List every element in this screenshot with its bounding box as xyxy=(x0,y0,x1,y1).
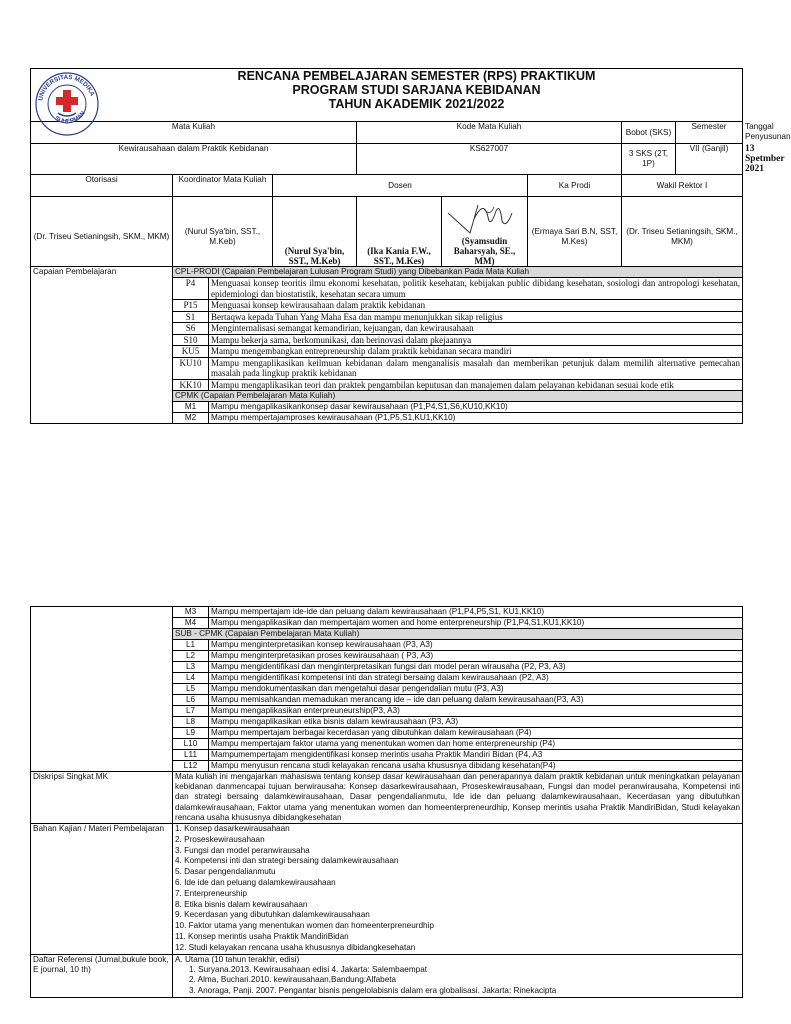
subcpmk-text: Mampumempertajam mengidentifikasi konsep merintis usaha Praktik Mandiri Bidan (P4, A3 xyxy=(209,750,743,761)
rps-page-2 xyxy=(30,606,742,998)
header-cell xyxy=(31,69,743,126)
cpl-code: S1 xyxy=(173,311,209,323)
cpl-text: Mampu bekerja sama, berkomunikasi, dan berinovasi dalam pkejaannya xyxy=(209,334,743,346)
mk-semester: VII (Ganjil) xyxy=(676,144,743,175)
subcpmk-text: Mampu memisahkandan memadukan merancang ide – ide dan peluang dalam kewirausahaan(P3, A3) xyxy=(209,695,743,706)
subcpmk-code: L9 xyxy=(173,728,209,739)
cpmk-code: M3 xyxy=(173,607,209,618)
cpmk-heading: CPMK (Capaian Pembelajaran Mata Kuliah) xyxy=(173,391,743,402)
subcpmk-code: L2 xyxy=(173,651,209,662)
logo-text-bottom: SUHERMAN xyxy=(53,110,87,126)
cpl-text: Bertaqwa kepada Tuhan Yang Maha Esa dan mampu menunjukkan sikap religius xyxy=(209,311,743,323)
subcpmk-code: L6 xyxy=(173,695,209,706)
cpl-code: S6 xyxy=(173,323,209,335)
bahan-kajian-item: 6. Ide ide dan peluang dalamkewirausahaan xyxy=(175,878,336,887)
cpl-text: Mampu mengaplikasikan keilmuan kebidanan dalam menganalisis masalah dan memberikan petunjuk dalam memilih alternative pemecahan masalah pada lingkup praktik kebidanan xyxy=(209,357,743,379)
cpmk-row xyxy=(31,607,743,618)
bahan-kajian-item: 2. Proseskewirausahaan xyxy=(175,834,265,844)
subcpmk-code: L11 xyxy=(173,750,209,761)
cpl-text: Menginternalisasi semangat kemandirian, kejuangan, dan kewirausahaan xyxy=(209,323,743,335)
signature-otorisasi: (Dr. Triseu Setianingsih, SKM., MKM) xyxy=(31,197,173,267)
mk-sks: 3 SKS (2T, 1P) xyxy=(622,144,676,175)
title-line-1: RENCANA PEMBELAJARAN SEMESTER (RPS) PRAKTIKUM xyxy=(237,69,596,83)
signature-dosen-2: (Ika Kania F.W., SST., M.Kes) xyxy=(357,197,442,267)
bahan-kajian-item: 10. Faktor utama yang menentukan women dan homeenterpreneurdhip xyxy=(175,921,434,931)
bahan-kajian-cell xyxy=(173,824,743,955)
bahan-kajian-label: Bahan Kajian / Materi Pembelajaran xyxy=(31,824,173,955)
referensi-list xyxy=(175,965,740,997)
cpl-code: P15 xyxy=(173,300,209,312)
mk-code: KS627007 xyxy=(357,144,622,175)
cpl-text: Mampu mengaplikasikan teori dan praktek pengambilan keputusan dan manajemen dalam pelayanan kebidanan sesuai kode etik xyxy=(209,379,743,391)
bahan-kajian-item: 11. Konsep merintis usaha Praktik MandiriBidan xyxy=(175,931,349,941)
cpl-text: Menguasai konsep teoritis ilmu ekonomi kesehatan, politik kesehatan, kebijakan public dibidang kesehatan, sosiologi dan antropologi kesehatan, epidemiologi dan biostatistik, kesehatan secara umum xyxy=(209,278,743,300)
rps-page-1 xyxy=(30,68,791,424)
subcpmk-code: L7 xyxy=(173,706,209,717)
subcpmk-code: L1 xyxy=(173,640,209,651)
subcpmk-text: Mampu mengaplikasikan etika bisnis dalam kewirausahaan (P3, A3) xyxy=(209,717,743,728)
signature-wakil-rektor: (Dr. Triseu Setianingsih, SKM., MKM) xyxy=(622,197,743,267)
col-mata-kuliah: Mata Kuliah xyxy=(31,122,357,144)
subcpmk-code: L10 xyxy=(173,739,209,750)
wakil-rektor-label: Wakil Rektor I xyxy=(622,175,743,197)
col-bobot: Bobot (SKS) xyxy=(622,122,676,144)
capaian-pembelajaran-label: Capaian Pembelajaran xyxy=(31,267,173,424)
dosen-label: Dosen xyxy=(273,175,528,197)
bahan-kajian-item: 8. Etika bisnis dalam kewirausahaan xyxy=(175,899,308,909)
subcpmk-text: Mampu mengaplikasikan enterpreuneurship(P3, A3) xyxy=(209,706,743,717)
bahan-kajian-item: 4. Kompetensi inti dan strategi bersaing dalamkewirausahaan xyxy=(175,856,399,866)
bahan-kajian-item: 7. Enterpreneurship xyxy=(175,888,247,898)
cpl-text: Mampu mengembangkan entrepreneurship dalam praktik kebidanan secara mandiri xyxy=(209,346,743,358)
continuation-table xyxy=(30,606,743,998)
subcpmk-text: Mampu mempertajam faktor utama yang menentukan women dan home enterpreneurship (P4) xyxy=(209,739,743,750)
cpmk-code: M2 xyxy=(173,413,209,424)
cpmk-text: Mampu mempertajam ide-ide dan peluang dalam kewirausahaan (P1,P4,P5,S1, KU1,KK10) xyxy=(209,607,743,618)
signature-koordinator: (Nurul Sya'bin, SST., M.Keb) xyxy=(173,197,273,267)
subcpmk-code: L5 xyxy=(173,684,209,695)
daftar-referensi-cell xyxy=(173,954,743,997)
subcpmk-text: Mampu mendokumentasikan dan mengetahui dasar pengendalian mutu (P3, A3) xyxy=(209,684,743,695)
cpmk-code: M4 xyxy=(173,618,209,629)
bahan-kajian-item: 5. Dasar pengendalianmutu xyxy=(175,867,276,877)
bahan-kajian-list xyxy=(175,824,740,954)
signature-dosen-1: (Nurul Sya'bin, SST., M.Keb) xyxy=(273,197,357,267)
cpl-code: KU5 xyxy=(173,346,209,358)
bahan-kajian-item: 1. Konsep dasarkewirausahaan xyxy=(175,824,290,834)
col-semester: Semester xyxy=(676,122,743,144)
cpmk-text: Mampu mengaplikasikankonsep dasar kewirausahaan (P1,P4,S1,S6,KU10,KK10) xyxy=(209,402,743,413)
otorisasi-label: Otorisasi xyxy=(31,175,173,197)
daftar-referensi-label: Daftar Referensi (Jurnal,bukule book, E journal, 10 th) xyxy=(31,954,173,997)
referensi-group-utama: A. Utama (10 tahun terakhir, edisi) xyxy=(175,954,300,964)
cpmk-text: Mampu mempertajamproses kewirausahaan (P1,P5,S1,KU1,KK10) xyxy=(209,413,743,424)
subcpmk-text: Mampu mengidentifikasi dan menginterpretasikan fungsi dan model peran wirausaha (P2, P3, A3) xyxy=(209,662,743,673)
title-line-2: PROGRAM STUDI SARJANA KEBIDANAN xyxy=(292,83,541,97)
bahan-kajian-item: 3. Fungsi dan model peranwirausaha xyxy=(175,845,310,855)
subcpmk-text: Mampu mengidentifikasi kompetensi inti dan strategi bersaing dalam kewirausahaan (P2, A3) xyxy=(209,673,743,684)
subcpmk-text: Mampu mempertajam berbagai kecerdasan yang dibutuhkan dalam kewirausahaan (P4) xyxy=(209,728,743,739)
col-kode-mk: Kode Mata Kuliah xyxy=(357,122,622,144)
referensi-item: 1. Suryana.2013. Kewirausahaan edisi 4. Jakarta: Salembaempat xyxy=(189,964,428,974)
subcpmk-code: L3 xyxy=(173,662,209,673)
subcpmk-heading: SUB - CPMK (Capaian Pembelajaran Mata Kuliah) xyxy=(173,629,743,640)
cpl-code: KU10 xyxy=(173,357,209,379)
cpmk-code: M1 xyxy=(173,402,209,413)
cpl-code: S10 xyxy=(173,334,209,346)
handwritten-signature xyxy=(444,199,524,239)
title-line-3: TAHUN AKADEMIK 2021/2022 xyxy=(328,97,505,111)
mk-name: Kewirausahaan dalam Praktik Kebidanan xyxy=(31,144,357,175)
page-gap xyxy=(0,468,768,606)
capaian-table xyxy=(30,266,743,424)
subcpmk-code: L4 xyxy=(173,673,209,684)
deskripsi-text: Mata kuliah ini mengajarkan mahasiswa tentang konsep dasar kewirausahaan dan penerapannya dalam praktik kebidanan untuk meningkatkan pelayanan kebidanan danmencapai tujuan berwirausaha: Konsep dasarkewirausahaan, Proseskewirausahaan, Fungsi dan model peranwirausaha, Kompetensi inti dan strategi bersaing dalamkewirausahaan, Dasar pengendalianmutu, Ide ide dan peluang dalamkewirausahaan, Kecerdasan yang dibutuhkan dalamkewirausahaan, Faktor utama yang menentukan women dan homeenterpreneurdhip, Konsep merintis usaha Praktik MandiriBidan, Studi kelayakan rencana usaha khususnya dibidangkesehatan xyxy=(173,772,743,824)
bahan-kajian-item: 12. Studi kelayakan rencana usaha khususnya dibidangkesehatan xyxy=(175,942,416,952)
cpl-code: P4 xyxy=(173,278,209,300)
deskripsi-label: Diskripsi Singkat MK xyxy=(31,772,173,824)
document-title xyxy=(111,69,722,111)
kaprodi-label: Ka Prodi xyxy=(528,175,622,197)
subcpmk-text: Mampu menginterpretasikan proses kewirausahaan ( P3, A3) xyxy=(209,651,743,662)
blank-label-cell xyxy=(31,607,173,772)
rps-header-table: UNIVERSITAS MEDIKA SUHERMAN RENCANA PEMBELAJARAN SEMESTER (RPS) PRAKTIKUM PROGRAM STUDI SARJANA KEBIDANAN TAHUN AKADEMIK 2021/2022 Mata Kuliah Kode Mata Kuliah Bobot (SKS) Semester Tanggal Penyusunan Kewirausahaan dalam Praktik Kebidanan KS627007 3 SKS (2T, 1P) VII (Ganjil) 13 Spetmber 2021 Otorisasi Koordinator Mata Kuliah Dosen Ka Prodi Wakil Rektor I (Dr. Triseu Setianingsih, SKM., MKM) (Nurul Sya'bin, SST., M.Keb) (Nurul Sya'bin, SST., M.Keb) (Ika Kania F.W., SST., M.Kes) (Syamsudin Baharsyah, SE., MM) (Ermaya Sari B.N, SST, M.Kes) (Dr. Triseu Setianingsih, SKM., MKM) xyxy=(30,68,743,267)
cpl-code: KK10 xyxy=(173,379,209,391)
bahan-kajian-item: 9. Kecerdasan yang dibutuhkan dalamkewirausahaan xyxy=(175,910,370,920)
signature-kaprodi: (Ermaya Sari B.N, SST, M.Kes) xyxy=(528,197,622,267)
subcpmk-code: L12 xyxy=(173,761,209,772)
signature-dosen-3: (Syamsudin Baharsyah, SE., MM) xyxy=(453,236,516,266)
cpl-heading: CPL-PRODI (Capaian Pembelajaran Lulusan Program Studi) yang Dibebankan Pada Mata Kuliah xyxy=(173,267,743,278)
referensi-item: 2. Alma, Buchari.2010. kewirausahaan,Bandung:Alfabeta xyxy=(189,975,397,985)
cpmk-text: Mampu mengaplikasikan dan mempertajam women and home enterpreneurship (P1,P4,S1,KU1,KK10) xyxy=(209,618,743,629)
subcpmk-text: Mampu menginterpretasikan konsep kewirausahaan (P3, A3) xyxy=(209,640,743,651)
university-logo xyxy=(34,71,100,137)
logo-text-top: UNIVERSITAS MEDIKA xyxy=(37,73,96,102)
subcpmk-code: L8 xyxy=(173,717,209,728)
referensi-item: 3. Anoraga, Panji. 2007. Pengantar bisnis pengelolabisnis dalam era globalisasi. Jakarta: Rinekacipta xyxy=(189,986,557,996)
koordinator-label: Koordinator Mata Kuliah xyxy=(173,175,273,197)
signature-dosen-3-cell xyxy=(442,197,528,267)
cpl-text: Menguasai konsep kewirausahaan dalam praktik kebidanan xyxy=(209,300,743,312)
subcpmk-text: Mampu menyusun rencana studi kelayakan rencana usaha khususnya dibidang kesehatan(P4) xyxy=(209,761,743,772)
